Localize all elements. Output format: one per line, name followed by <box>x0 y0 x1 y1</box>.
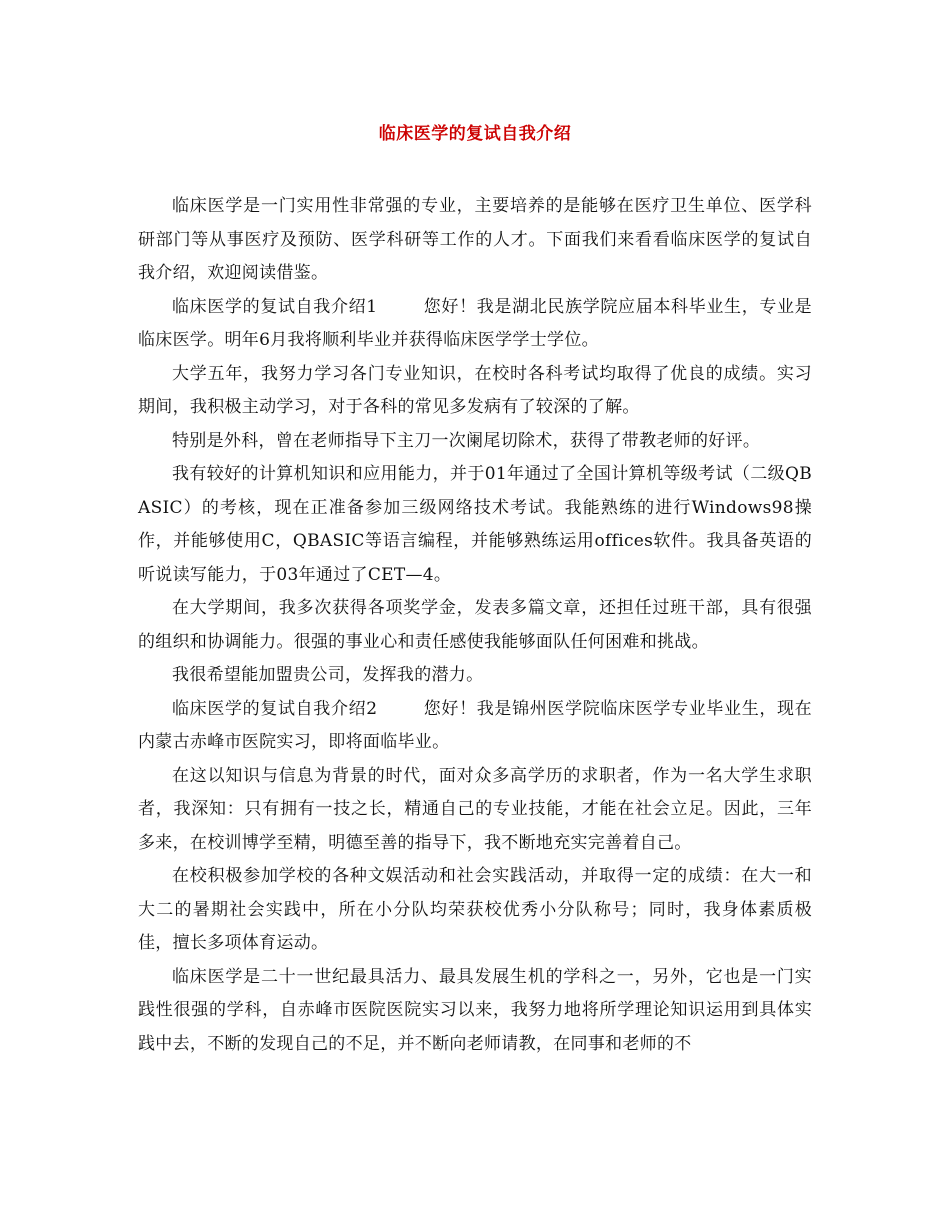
paragraph <box>138 190 812 291</box>
paragraph <box>138 760 812 861</box>
paragraph-text: 您好！我是锦州医学院临床医学专业毕业生，现在内蒙古赤峰市医院实习，即将面临毕业。 <box>138 698 812 752</box>
paragraph-text: 您好！我是湖北民族学院应届本科毕业生，专业是临床医学。明年6月我将顺利毕业并获得临床医学学士学位。 <box>138 296 812 350</box>
paragraph-text: 特别是外科，曾在老师指导下主刀一次阑尾切除术，获得了带教老师的好评。 <box>172 430 761 451</box>
section-heading: 临床医学的复试自我介绍2 <box>172 698 378 719</box>
page-title: 临床医学的复试自我介绍 <box>378 124 572 144</box>
paragraph <box>138 291 812 358</box>
section-heading: 临床医学的复试自我介绍1 <box>172 296 378 317</box>
document-body <box>138 190 812 1061</box>
paragraph-text: 临床医学是二十一世纪最具活力、最具发展生机的学科之一，另外，它也是一门实践性很强的学科，自赤峰市医院医院实习以来，我努力地将所学理论知识运用到具体实践中去，不断的发现自己的不足，并不断向老师请教，在同事和老师的不 <box>138 966 812 1054</box>
paragraph <box>138 693 812 760</box>
paragraph <box>138 425 812 459</box>
paragraph-text: 我有较好的计算机知识和应用能力，并于01年通过了全国计算机等级考试（二级QBASIC）的考核，现在正准备参加三级网络技术考试。我能熟练的进行Windows98操作，并能够使用C，QBASIC等语言编程，并能够熟练运用offices软件。我具备英语的听说读写能力，于03年通过了CET—4。 <box>138 464 812 585</box>
paragraph <box>138 659 812 693</box>
paragraph <box>138 458 812 592</box>
paragraph <box>138 860 812 961</box>
paragraph-text: 在校积极参加学校的各种文娱活动和社会实践活动，并取得一定的成绩：在大一和大二的暑期社会实践中，所在小分队均荣获校优秀小分队称号；同时，我身体素质极佳，擅长多项体育运动。 <box>138 866 812 953</box>
paragraph <box>138 961 812 1062</box>
paragraph-text: 大学五年，我努力学习各门专业知识，在校时各科考试均取得了优良的成绩。实习期间，我积极主动学习，对于各科的常见多发病有了较深的了解。 <box>138 363 812 417</box>
paragraph-text: 我很希望能加盟贵公司，发挥我的潜力。 <box>172 665 484 685</box>
paragraph <box>138 592 812 659</box>
paragraph-text: 在大学期间，我多次获得各项奖学金，发表多篇文章，还担任过班干部，具有很强的组织和协调能力。很强的事业心和责任感使我能够面队任何困难和挑战。 <box>138 598 812 652</box>
paragraph <box>138 358 812 425</box>
paragraph-text: 在这以知识与信息为背景的时代，面对众多高学历的求职者，作为一名大学生求职者，我深知：只有拥有一技之长，精通自己的专业技能，才能在社会立足。因此，三年多来，在校训博学至精，明德至善的指导下，我不断地充实完善着自己。 <box>138 765 812 853</box>
paragraph-text: 临床医学是一门实用性非常强的专业，主要培养的是能够在医疗卫生单位、医学科研部门等从事医疗及预防、医学科研等工作的人才。下面我们来看看临床医学的复试自我介绍，欢迎阅读借鉴。 <box>138 196 812 283</box>
